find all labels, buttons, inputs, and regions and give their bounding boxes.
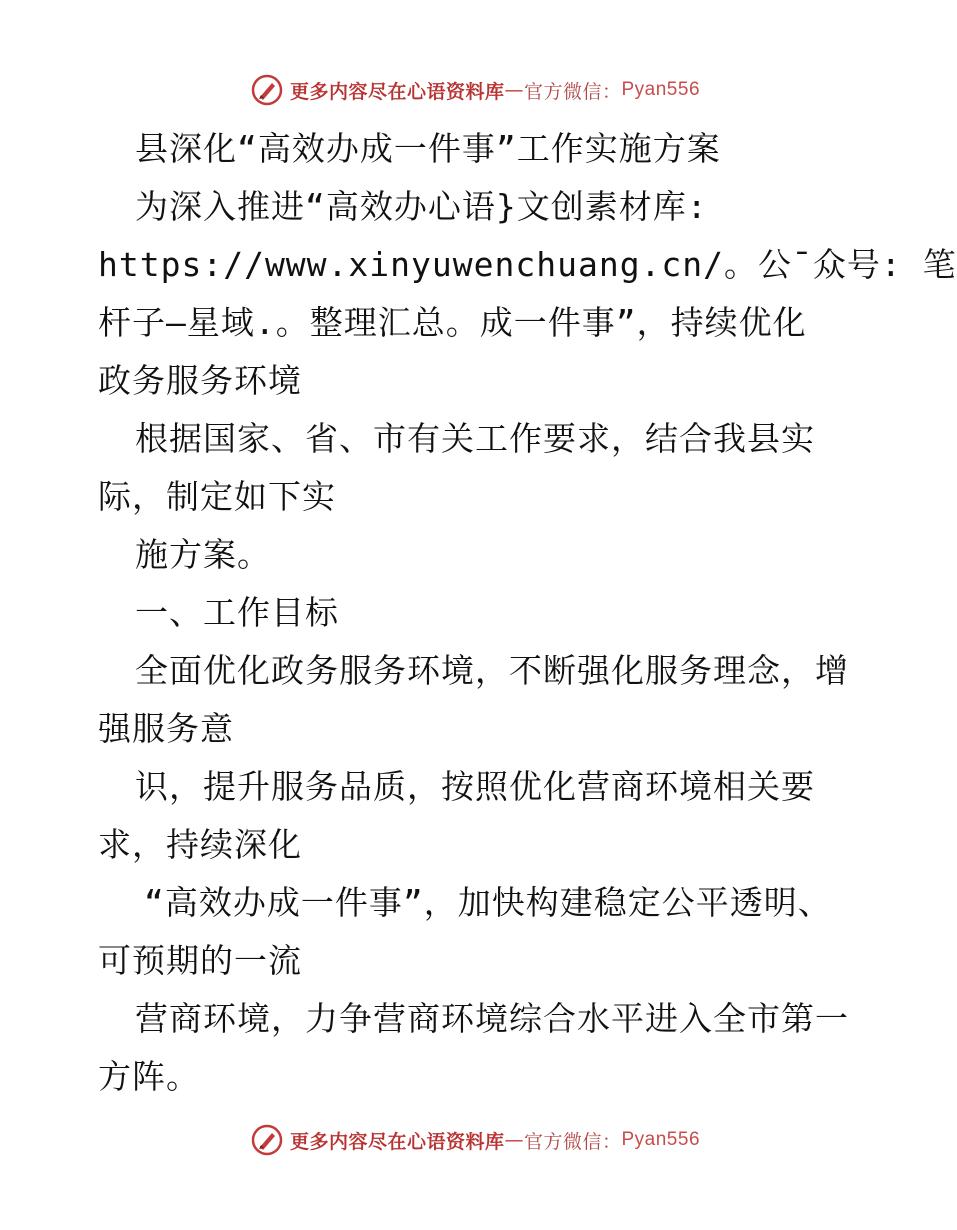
document-line: 根据国家、省、市有关工作要求，结合我县实: [135, 419, 815, 458]
quill-seal-logo-icon: [250, 1123, 284, 1157]
banner-dash: —: [504, 1129, 524, 1151]
banner-brand-text: 更多内容尽在心语资料库: [289, 80, 505, 103]
document-line: 方阵。: [98, 1057, 200, 1096]
document-line: 识，提升服务品质，按照优化营商环境相关要: [135, 767, 815, 806]
banner-wechat-label: 官方微信：: [523, 80, 622, 103]
banner-brand-text: 更多内容尽在心语资料库: [289, 1130, 505, 1153]
quill-seal-logo-icon: [250, 73, 284, 107]
document-body: [98, 120, 957, 1106]
banner-dash: —: [504, 79, 524, 101]
banner-account: Pyan556: [621, 79, 701, 100]
document-line: 求，持续深化: [98, 825, 302, 864]
document-line: 杆子—星域.。整理汇总。成一件事”，持续优化: [98, 303, 807, 342]
document-line: 一、工作目标: [135, 593, 339, 632]
document-line: 为深入推进“高效办心语}文创素材库:: [135, 187, 708, 226]
document-line: 可预期的一流: [98, 941, 302, 980]
header-watermark-banner: [0, 70, 950, 110]
banner-wechat-label: 官方微信：: [523, 1130, 622, 1153]
banner-account: Pyan556: [621, 1129, 701, 1150]
document-line: 营商环境，力争营商环境综合水平进入全市第一: [135, 999, 849, 1038]
document-line: 全面优化政务服务环境，不断强化服务理念，增: [135, 651, 849, 690]
document-line: 县深化“高效办成一件事”工作实施方案: [135, 129, 721, 168]
document-line: “高效办成一件事”，加快构建稳定公平透明、: [144, 883, 832, 922]
document-line: 强服务意: [98, 709, 234, 748]
document-line: 施方案。: [135, 535, 271, 574]
document-line: 政务服务环境: [98, 361, 302, 400]
document-line: 际，制定如下实: [98, 477, 336, 516]
footer-watermark-banner: [0, 1120, 950, 1160]
document-line: https://www.xinyuwenchuang.cn/。公¯众号: 笔: [98, 245, 957, 284]
